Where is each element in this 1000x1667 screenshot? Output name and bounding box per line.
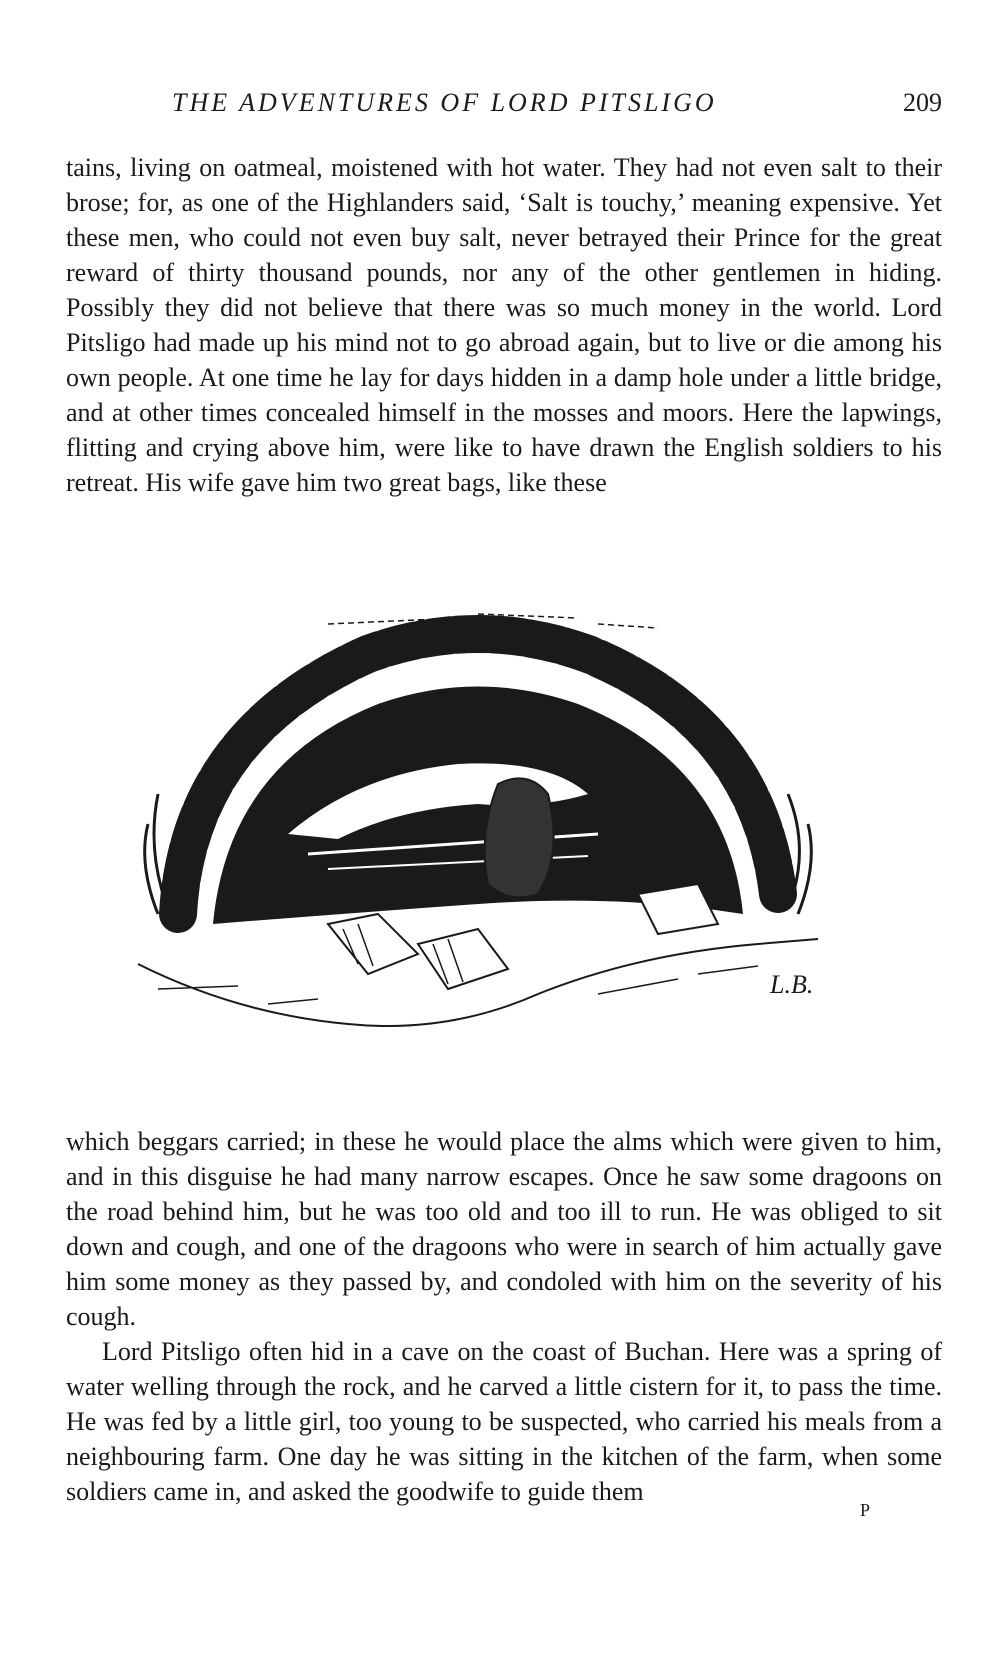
hiding-figure bbox=[485, 778, 554, 897]
arch-shadow bbox=[213, 687, 743, 925]
bridge-illustration bbox=[118, 594, 838, 1094]
body-text-bottom bbox=[66, 1124, 942, 1509]
body-text-top bbox=[66, 150, 942, 500]
paragraph: which beggars carried; in these he would place the alms which were given to him, and in this disguise he had many narrow escapes. Once he saw some dragoons on the road behind him, but he was too old and too ill to run. He was obliged to sit down and cough, and one of the dragoons who were in search of him actually gave him some money as they passed by, and condoled with him on the severity of his cough. bbox=[66, 1127, 942, 1331]
bridge-engraving bbox=[118, 594, 838, 1094]
paragraph: Lord Pitsligo often hid in a cave on the coast of Buchan. Here was a spring of water welling through the rock, and he carved a little cistern for it, to pass the time. He was fed by a little girl, too young to be suspected, who carried his meals from a neighbouring farm. One day he was sitting in the kitchen of the farm, when some soldiers came in, and asked the goodwife to guide them bbox=[66, 1337, 942, 1506]
running-title: THE ADVENTURES OF LORD PITSLIGO bbox=[172, 88, 717, 117]
page-number: 209 bbox=[903, 88, 942, 117]
paragraph: tains, living on oatmeal, moistened with hot water. They had not even salt to their brose; for, as one of the Highlanders said, ‘Salt is touchy,’ meaning expensive. Yet these men, who could not even buy salt, never betrayed their Prince for the great reward of thirty thousand pounds, nor any of the other gentlemen in hiding. Possibly they did not believe that there was so much money in the world. Lord Pitsligo had made up his mind not to go abroad again, but to live or die among his own people. At one time he lay for days hidden in a damp hole under a little bridge, and at other times concealed himself in the mosses and moors. Here the lapwings, flitting and crying above him, were like to have drawn the English soldiers to his retreat. His wife gave him two great bags, like these bbox=[66, 153, 942, 497]
artist-signature: L.B. bbox=[770, 970, 814, 999]
signature-mark: P bbox=[860, 1500, 871, 1520]
running-head bbox=[66, 88, 942, 124]
